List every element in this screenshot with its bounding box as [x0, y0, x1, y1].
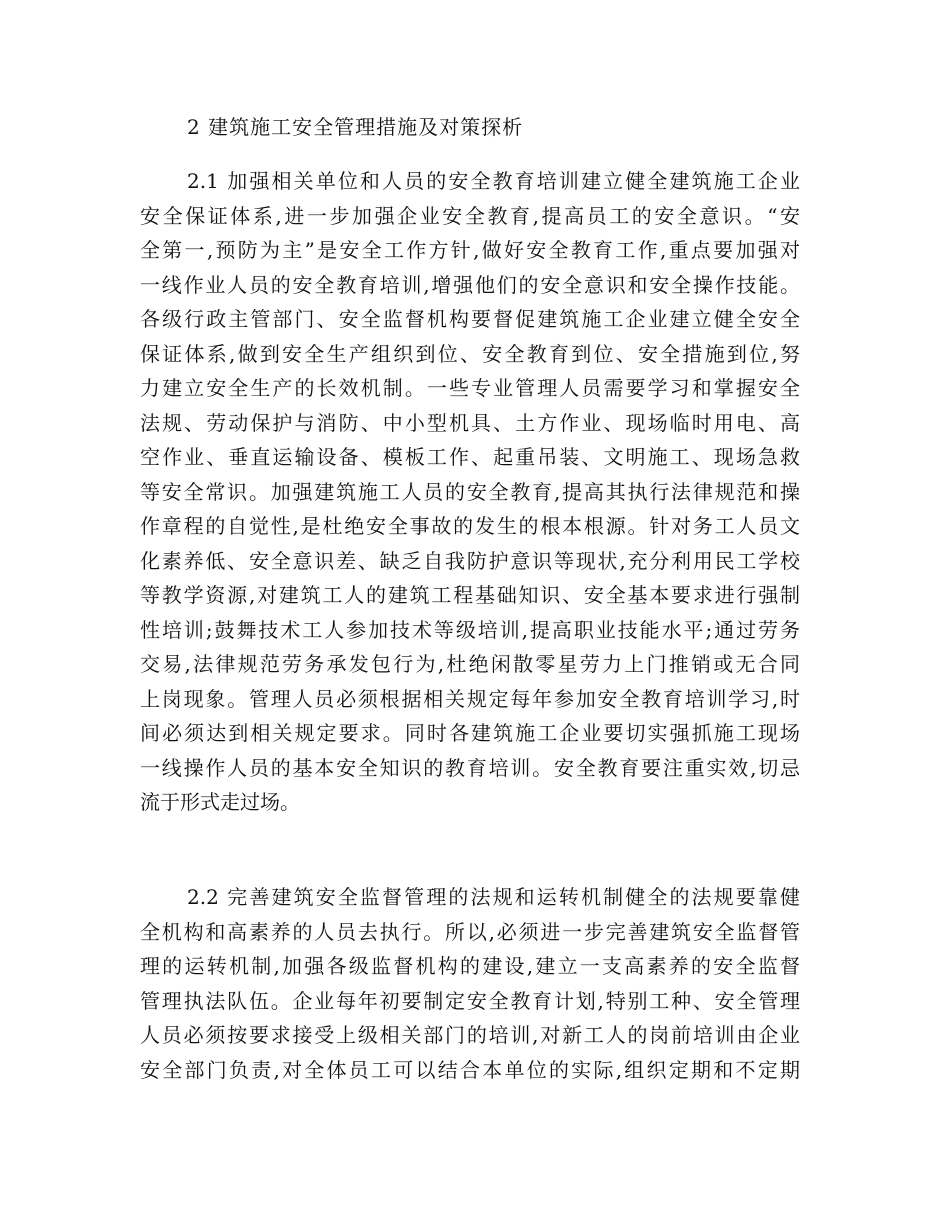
paragraph-2-1: [140, 164, 800, 820]
text-line: 全第一,预防为主”是安全工作方针,做好安全教育工作,重点要加强对: [140, 238, 800, 262]
text-line: 法规、劳动保护与消防、中小型机具、土方作业、现场临时用电、高: [140, 410, 800, 435]
paragraph-2-2: [140, 880, 800, 1087]
text-line: 2.1 加强相关单位和人员的安全教育培训建立健全建筑施工企业: [187, 169, 800, 193]
text-line: 流于形式走过场。: [140, 790, 300, 814]
text-line: 等安全常识。加强建筑施工人员的安全教育,提高其执行法律规范和操: [140, 479, 800, 504]
text-line: 性培训;鼓舞技术工人参加技术等级培训,提高职业技能水平;通过劳务: [140, 617, 800, 642]
section-heading: 2 建筑施工安全管理措施及对策探析: [187, 115, 524, 139]
text-line: 作章程的自觉性,是杜绝安全事故的发生的根本根源。针对务工人员文: [140, 514, 800, 538]
text-line: 管理执法队伍。企业每年初要制定安全教育计划,特别工种、安全管理: [140, 988, 800, 1013]
text-line: 一线作业人员的安全教育培训,增强他们的安全意识和安全操作技能。: [140, 272, 800, 297]
text-line: 间必须达到相关规定要求。同时各建筑施工企业要切实强抓施工现场: [140, 721, 800, 745]
text-line: 化素养低、安全意识差、缺乏自我防护意识等现状,充分利用民工学校: [140, 548, 800, 573]
text-line: 交易,法律规范劳务承发包行为,杜绝闲散零星劳力上门推销或无合同: [140, 652, 800, 676]
text-line: 安全部门负责,对全体员工可以结合本单位的实际,组织定期和不定期: [140, 1057, 800, 1082]
text-line: 理的运转机制,加强各级监督机构的建设,建立一支高素养的安全监督: [140, 954, 800, 978]
text-line: 安全保证体系,进一步加强企业安全教育,提高员工的安全意识。“安: [140, 203, 800, 228]
text-line: 全机构和高素养的人员去执行。所以,必须进一步完善建筑安全监督管: [140, 919, 800, 944]
text-line: 各级行政主管部门、安全监督机构要督促建筑施工企业建立健全安全: [140, 307, 800, 331]
text-line: 人员必须按要求接受上级相关部门的培训,对新工人的岗前培训由企业: [140, 1023, 800, 1047]
text-line: 上岗现象。管理人员必须根据相关规定每年参加安全教育培训学习,时: [140, 686, 800, 711]
text-line: 2.2 完善建筑安全监督管理的法规和运转机制健全的法规要靠健: [187, 885, 800, 909]
text-line: 保证体系,做到安全生产组织到位、安全教育到位、安全措施到位,努: [140, 341, 800, 366]
text-line: 一线操作人员的基本安全知识的教育培训。安全教育要注重实效,切忌: [140, 755, 800, 780]
text-line: 等教学资源,对建筑工人的建筑工程基础知识、安全基本要求进行强制: [140, 583, 800, 607]
text-line: 力建立安全生产的长效机制。一些专业管理人员需要学习和掌握安全: [140, 376, 800, 400]
text-line: 空作业、垂直运输设备、模板工作、起重吊装、文明施工、现场急救: [140, 445, 800, 469]
